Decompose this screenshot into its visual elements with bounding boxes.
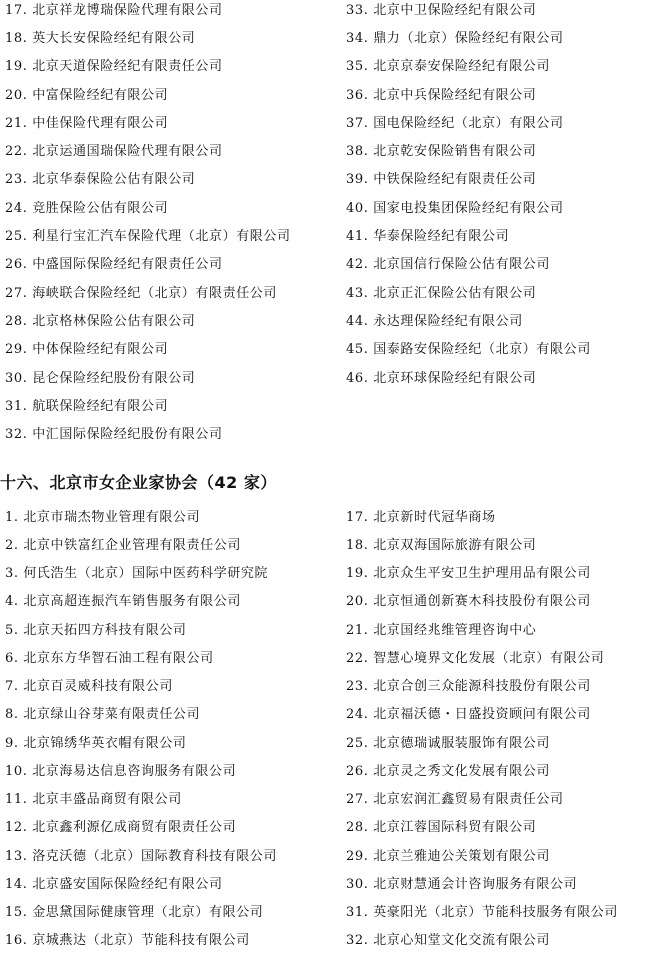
list-item-left: 31. 航联保险经纪有限公司: [5, 398, 169, 414]
list-item-right: 28. 北京江蓉国际科贸有限公司: [346, 820, 537, 836]
list-row: [0, 558, 657, 586]
list-row: [0, 586, 657, 614]
list-item-right: 19. 北京众生平安卫生护理用品有限公司: [346, 566, 591, 582]
list-row: [0, 755, 657, 783]
list-item-right: 21. 北京国经兆维管理咨询中心: [346, 622, 537, 638]
list-item-right: 43. 北京正汇保险公估有限公司: [346, 285, 537, 301]
list-item-right: 18. 北京双海国际旅游有限公司: [346, 537, 537, 553]
list-item-left: 14. 北京盛安国际保险经纪有限公司: [5, 876, 223, 892]
list-item-left: 25. 利星行宝汇汽车保险代理（北京）有限公司: [5, 229, 291, 245]
list-item-left: 2. 北京中铁富红企业管理有限责任公司: [5, 537, 241, 553]
list-item-right: 36. 北京中兵保险经纪有限公司: [346, 87, 537, 103]
list-row: [0, 22, 657, 50]
list-item-left: 28. 北京格林保险公估有限公司: [5, 313, 196, 329]
list-item-left: 19. 北京天道保险经纪有限责任公司: [5, 59, 223, 75]
list-item-right: 29. 北京兰雅迪公关策划有限公司: [346, 848, 551, 864]
list-row: [0, 727, 657, 755]
insurance-company-list: [0, 0, 657, 447]
list-item-right: 20. 北京恒通创新赛木科技股份有限公司: [346, 594, 591, 610]
list-item-left: 4. 北京高超连振汽车销售服务有限公司: [5, 594, 241, 610]
list-item-right: 24. 北京福沃德・日盛投资顾问有限公司: [346, 707, 591, 723]
list-row: [0, 501, 657, 529]
list-item-right: 34. 鼎力（北京）保险经纪有限公司: [346, 30, 564, 46]
list-item-left: 21. 中佳保险代理有限公司: [5, 115, 169, 131]
list-item-right: 31. 英豪阳光（北京）节能科技服务有限公司: [346, 905, 619, 921]
list-item-right: 41. 华泰保险经纪有限公司: [346, 229, 510, 245]
list-item-left: 16. 京城燕达（北京）节能科技有限公司: [5, 933, 250, 949]
list-row: [0, 220, 657, 248]
list-item-right: 26. 北京灵之秀文化发展有限公司: [346, 763, 551, 779]
list-item-right: 46. 北京环球保险经纪有限公司: [346, 370, 537, 386]
list-row: [0, 812, 657, 840]
list-item-right: 30. 北京财慧通会计咨询服务有限公司: [346, 876, 578, 892]
list-item-left: 23. 北京华泰保险公估有限公司: [5, 172, 196, 188]
list-item-right: 25. 北京德瑞诚服装服饰有限公司: [346, 735, 551, 751]
list-item-left: 11. 北京丰盛品商贸有限公司: [5, 792, 182, 808]
section-title: 十六、北京市女企业家协会（42 家）: [0, 473, 277, 492]
list-row: [0, 334, 657, 362]
list-item-left: 22. 北京运通国瑞保险代理有限公司: [5, 144, 223, 160]
list-row: [0, 192, 657, 220]
list-item-right: 38. 北京乾安保险销售有限公司: [346, 144, 537, 160]
list-item-left: 12. 北京鑫利源亿成商贸有限责任公司: [5, 820, 237, 836]
list-row: [0, 897, 657, 925]
list-item-left: 20. 中富保险经纪有限公司: [5, 87, 169, 103]
list-item-right: 39. 中铁保险经纪有限责任公司: [346, 172, 537, 188]
list-item-left: 18. 英大长安保险经纪有限公司: [5, 30, 196, 46]
list-row: [0, 51, 657, 79]
list-row: [0, 135, 657, 163]
list-item-left: 3. 何氏浩生（北京）国际中医药科学研究院: [5, 566, 269, 582]
list-item-right: 33. 北京中卫保险经纪有限公司: [346, 2, 537, 18]
list-item-left: 15. 金思黛国际健康管理（北京）有限公司: [5, 905, 264, 921]
list-item-right: 27. 北京宏润汇鑫贸易有限责任公司: [346, 792, 564, 808]
list-item-left: 26. 中盛国际保险经纪有限责任公司: [5, 257, 223, 273]
list-item-right: 23. 北京合创三众能源科技股份有限公司: [346, 679, 591, 695]
list-item-right: 37. 国电保险经纪（北京）有限公司: [346, 115, 564, 131]
list-item-left: 13. 洛克沃德（北京）国际教育科技有限公司: [5, 848, 278, 864]
list-row: [0, 164, 657, 192]
women-entrepreneurs-list: [0, 501, 657, 953]
list-row: [0, 840, 657, 868]
list-item-left: 6. 北京东方华智石油工程有限公司: [5, 650, 214, 666]
list-row: [0, 699, 657, 727]
list-item-left: 9. 北京锦绣华英衣帽有限公司: [5, 735, 187, 751]
list-row: [0, 390, 657, 418]
list-row: [0, 0, 657, 22]
list-row: [0, 249, 657, 277]
list-item-right: 35. 北京京泰安保险经纪有限公司: [346, 59, 551, 75]
list-row: [0, 784, 657, 812]
list-row: [0, 362, 657, 390]
list-item-left: 30. 昆仑保险经纪股份有限公司: [5, 370, 196, 386]
list-item-right: 44. 永达理保险经纪有限公司: [346, 313, 523, 329]
list-item-right: 32. 北京心知堂文化交流有限公司: [346, 933, 551, 949]
list-item-left: 8. 北京绿山谷芽菜有限责任公司: [5, 707, 201, 723]
list-item-left: 1. 北京市瑞杰物业管理有限公司: [5, 509, 201, 525]
list-row: [0, 671, 657, 699]
list-row: [0, 107, 657, 135]
list-item-right: 40. 国家电投集团保险经纪有限公司: [346, 200, 564, 216]
list-row: [0, 614, 657, 642]
list-item-left: 32. 中汇国际保险经纪股份有限公司: [5, 427, 223, 443]
list-item-left: 27. 海峡联合保险经纪（北京）有限责任公司: [5, 285, 278, 301]
list-item-left: 29. 中体保险经纪有限公司: [5, 342, 169, 358]
list-row: [0, 925, 657, 953]
list-row: [0, 868, 657, 896]
list-item-left: 10. 北京海易达信息咨询服务有限公司: [5, 763, 237, 779]
list-item-left: 7. 北京百灵威科技有限公司: [5, 679, 173, 695]
list-item-left: 24. 竞胜保险公估有限公司: [5, 200, 169, 216]
list-item-right: 45. 国泰路安保险经纪（北京）有限公司: [346, 342, 591, 358]
list-row: [0, 277, 657, 305]
list-row: [0, 642, 657, 670]
list-item-right: 17. 北京新时代冠华商场: [346, 509, 496, 525]
list-row: [0, 79, 657, 107]
list-row: [0, 529, 657, 557]
list-item-left: 5. 北京天拓四方科技有限公司: [5, 622, 187, 638]
list-row: [0, 418, 657, 446]
list-item-right: 42. 北京国信行保险公估有限公司: [346, 257, 551, 273]
list-item-left: 17. 北京祥龙博瑞保险代理有限公司: [5, 2, 223, 18]
list-item-right: 22. 智慧心境界文化发展（北京）有限公司: [346, 650, 605, 666]
list-row: [0, 305, 657, 333]
